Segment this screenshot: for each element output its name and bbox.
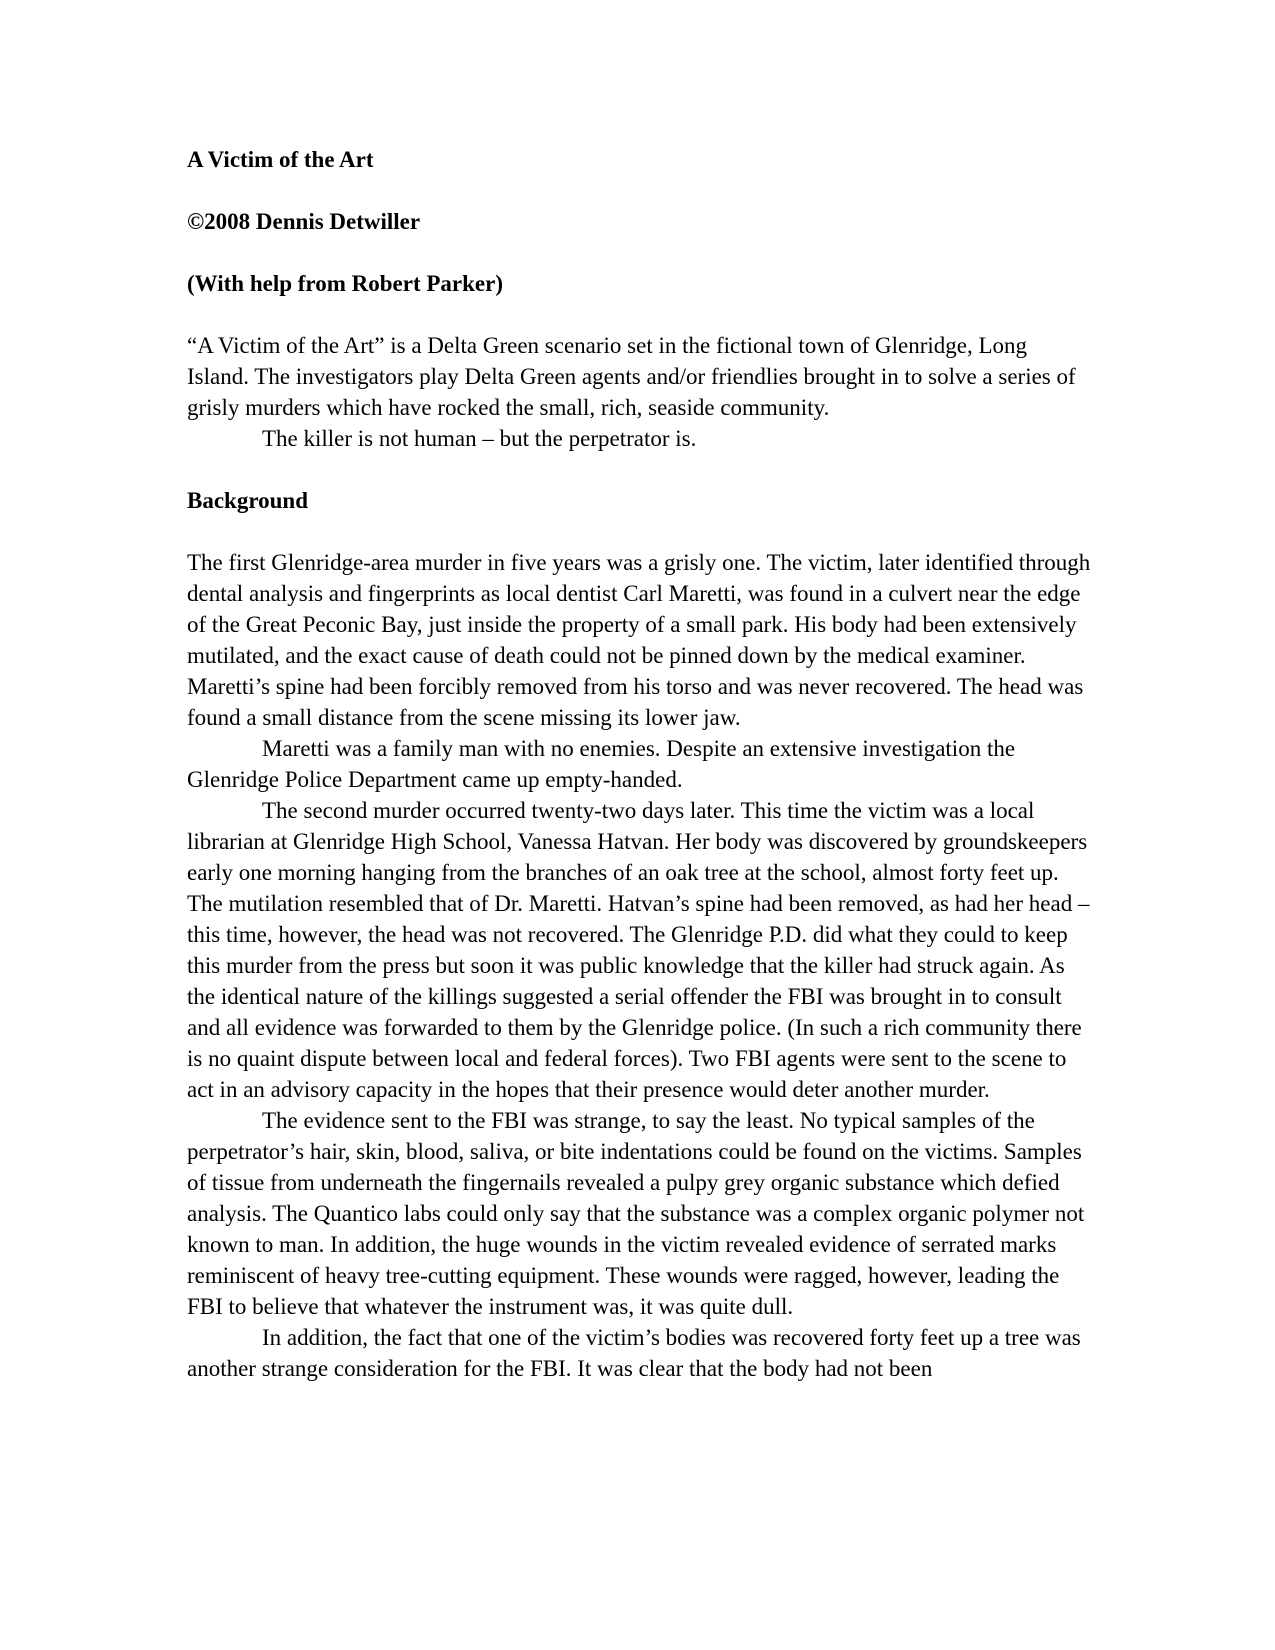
- body-paragraph: The first Glenridge-area murder in five years was a grisly one. The victim, later identified through dental analysis and fingerprints as local dentist Carl Maretti, was found in a culvert near the edge of the Great Peconic Bay, just inside the property of a small park. His body had been extensively mutilated, and the exact cause of death could not be pinned down by the medical examiner. Maretti’s spine had been forcibly removed from his torso and was never recovered. The head was found a small distance from the scene missing its lower jaw.: [187, 550, 1091, 730]
- intro-paragraph: The killer is not human – but the perpetrator is.: [262, 426, 697, 451]
- body-paragraph: The second murder occurred twenty-two days later. This time the victim was a local librarian at Glenridge High School, Vanessa Hatvan. Her body was discovered by groundskeepers early one morning hanging from the branches of an oak tree at the school, almost forty feet up. The mutilation resembled that of Dr. Maretti. Hatvan’s spine had been removed, as had her head – this time, however, the head was not recovered. The Glenridge P.D. did what they could to keep this murder from the press but soon it was public knowledge that the killer had struck again. As the identical nature of the killings suggested a serial offender the FBI was brought in to consult and all evidence was forwarded to them by the Glenridge police. (In such a rich community there is no quaint dispute between local and federal forces). Two FBI agents were sent to the scene to act in an advisory capacity in the hopes that their presence would deter another murder.: [187, 798, 1090, 1102]
- document-title: A Victim of the Art: [187, 147, 374, 172]
- body-paragraph: In addition, the fact that one of the victim’s bodies was recovered forty feet up a tree was another strange consideration for the FBI. It was clear that the body had not been: [187, 1325, 1081, 1381]
- copyright-line: ©2008 Dennis Detwiller: [187, 209, 421, 234]
- section-heading-background: Background: [187, 488, 309, 513]
- intro-paragraph: “A Victim of the Art” is a Delta Green scenario set in the fictional town of Glenridge, Long Island. The investigators play Delta Green agents and/or friendlies brought in to solve a series of grisly murders which have rocked the small, rich, seaside community.: [187, 333, 1076, 420]
- body-paragraph: The evidence sent to the FBI was strange, to say the least. No typical samples of the perpetrator’s hair, skin, blood, saliva, or bite indentations could be found on the victims. Samples of tissue from underneath the fingernails revealed a pulpy grey organic substance which defied analysis. The Quantico labs could only say that the substance was a complex organic polymer not known to man. In addition, the huge wounds in the victim revealed evidence of serrated marks reminiscent of heavy tree-cutting equipment. These wounds were ragged, however, leading the FBI to believe that whatever the instrument was, it was quite dull.: [187, 1108, 1085, 1319]
- document-body: [187, 144, 1092, 1384]
- credit-line: (With help from Robert Parker): [187, 271, 503, 296]
- body-paragraph: Maretti was a family man with no enemies. Despite an extensive investigation the Glenridge Police Department came up empty-handed.: [187, 736, 1016, 792]
